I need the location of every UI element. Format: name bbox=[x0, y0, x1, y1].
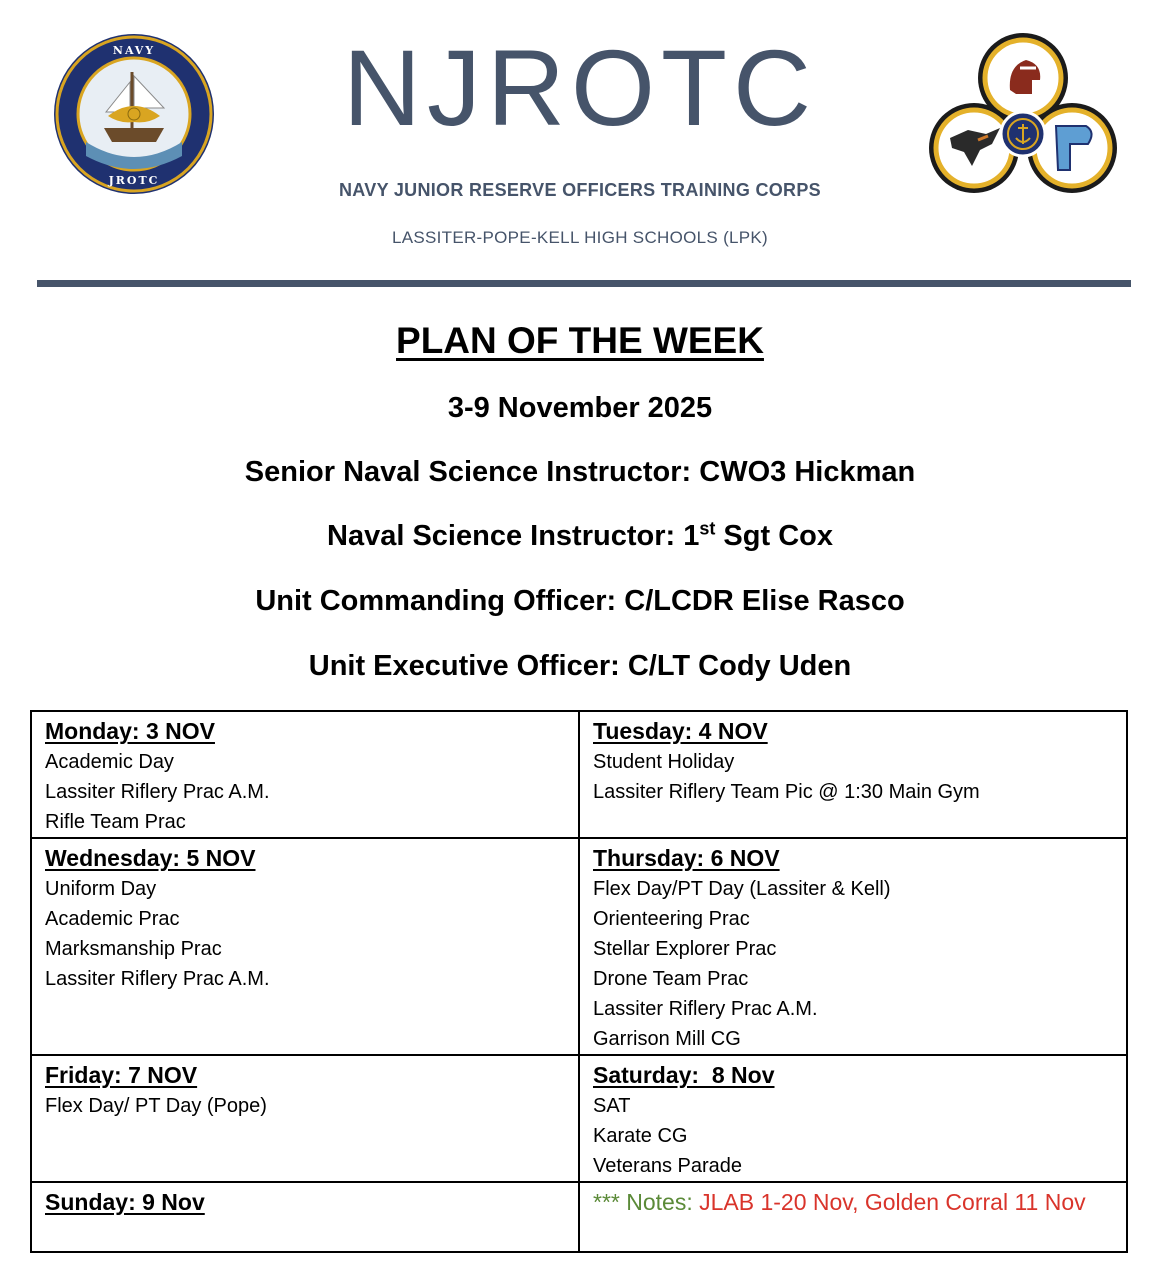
monday-heading: Monday: 3 NOV bbox=[45, 718, 215, 744]
senior-instructor: Senior Naval Science Instructor: CWO3 Hickman bbox=[244, 456, 916, 488]
notes-content: JLAB 1-20 Nov, Golden Corral 11 Nov bbox=[692, 1189, 1086, 1215]
naval-science-instructor bbox=[0, 520, 1160, 553]
thursday-event: Garrison Mill CG bbox=[593, 1028, 741, 1050]
notes-label: *** Notes: bbox=[593, 1189, 693, 1215]
tuesday-heading: Tuesday: 4 NOV bbox=[593, 718, 768, 744]
instructor-suffix: Sgt Cox bbox=[715, 520, 833, 552]
thursday-event: Flex Day/PT Day (Lassiter & Kell) bbox=[593, 878, 891, 900]
saturday-event: Veterans Parade bbox=[593, 1155, 742, 1177]
sunday-heading: Sunday: 9 Nov bbox=[45, 1189, 205, 1215]
monday-event: Rifle Team Prac bbox=[45, 811, 186, 833]
brand-title: NJROTC bbox=[343, 27, 817, 148]
instructor-ordinal: st bbox=[699, 518, 716, 539]
wednesday-cell bbox=[31, 838, 579, 1055]
wednesday-event: Marksmanship Prac bbox=[45, 938, 222, 960]
brand-schools: LASSITER-POPE-KELL HIGH SCHOOLS (LPK) bbox=[391, 228, 769, 247]
tuesday-cell bbox=[579, 711, 1127, 838]
wednesday-heading: Wednesday: 5 NOV bbox=[45, 845, 256, 871]
seal-bottom-text: JROTC bbox=[108, 174, 160, 187]
thursday-event: Stellar Explorer Prac bbox=[593, 938, 777, 960]
plan-title: PLAN OF THE WEEK bbox=[396, 320, 764, 361]
brand-subtitle: NAVY JUNIOR RESERVE OFFICERS TRAINING CORPS bbox=[339, 180, 821, 200]
plan-dates: 3-9 November 2025 bbox=[447, 392, 713, 424]
thursday-event: Drone Team Prac bbox=[593, 968, 749, 990]
notes-text bbox=[593, 1185, 1114, 1220]
header-divider bbox=[37, 280, 1131, 287]
wednesday-event: Uniform Day bbox=[45, 878, 157, 900]
monday-cell bbox=[31, 711, 579, 838]
notes-cell bbox=[579, 1182, 1127, 1252]
tuesday-event: Student Holiday bbox=[593, 751, 735, 773]
wednesday-event: Academic Prac bbox=[45, 908, 180, 930]
friday-heading: Friday: 7 NOV bbox=[45, 1062, 198, 1088]
thursday-event: Orienteering Prac bbox=[593, 908, 750, 930]
tuesday-event: Lassiter Riflery Team Pic @ 1:30 Main Gym bbox=[593, 781, 980, 803]
saturday-event: SAT bbox=[593, 1095, 631, 1117]
saturday-event: Karate CG bbox=[593, 1125, 688, 1147]
sunday-cell bbox=[31, 1182, 579, 1252]
weekly-schedule-table bbox=[30, 710, 1128, 1253]
lpk-schools-logo bbox=[928, 28, 1118, 198]
executive-officer: Unit Executive Officer: C/LT Cody Uden bbox=[308, 650, 852, 682]
seal-top-text: NAVY bbox=[112, 44, 156, 57]
monday-event: Lassiter Riflery Prac A.M. bbox=[45, 781, 270, 803]
friday-event: Flex Day/ PT Day (Pope) bbox=[45, 1095, 267, 1117]
saturday-heading: Saturday: 8 Nov bbox=[593, 1062, 775, 1088]
thursday-cell bbox=[579, 838, 1127, 1055]
monday-event: Academic Day bbox=[45, 751, 174, 773]
commanding-officer: Unit Commanding Officer: C/LCDR Elise Rasco bbox=[255, 585, 905, 617]
saturday-cell bbox=[579, 1055, 1127, 1182]
instructor-prefix: Naval Science Instructor: 1 bbox=[327, 520, 700, 552]
friday-cell bbox=[31, 1055, 579, 1182]
thursday-heading: Thursday: 6 NOV bbox=[593, 845, 780, 871]
thursday-event: Lassiter Riflery Prac A.M. bbox=[593, 998, 818, 1020]
wednesday-event: Lassiter Riflery Prac A.M. bbox=[45, 968, 270, 990]
